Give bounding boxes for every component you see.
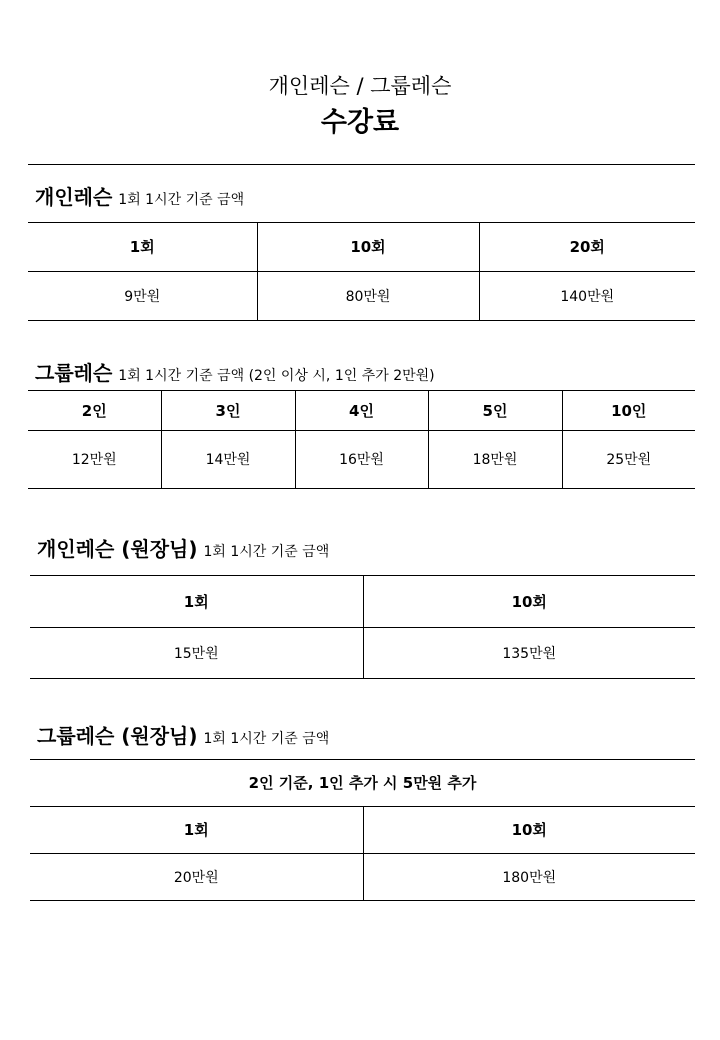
section-heading: 개인레슨 [35, 185, 113, 209]
column-header: 10인 [562, 391, 695, 430]
section-title-private-director [37, 533, 329, 562]
page-title: 수강료 [320, 107, 400, 138]
column-header: 4인 [295, 391, 428, 430]
price-cell: 15만원 [30, 627, 363, 678]
condition-row [30, 760, 695, 806]
price-cell: 135만원 [363, 627, 695, 678]
section-heading: 그룹레슨 [35, 361, 113, 385]
table-header-row [30, 806, 695, 853]
table-row [30, 853, 695, 900]
column-header: 1회 [30, 806, 363, 853]
table-header-row [28, 223, 695, 271]
section-heading: 그룹레슨 (원장님) [37, 724, 198, 748]
condition-cell: 2인 기준, 1인 추가 시 5만원 추가 [30, 760, 695, 806]
price-table-private [28, 223, 695, 321]
section-note: 1회 1시간 기준 금액 (2인 이상 시, 1인 추가 2만원) [118, 368, 435, 384]
column-header: 10회 [363, 806, 695, 853]
price-cell: 18만원 [428, 430, 562, 488]
section-divider [28, 164, 695, 165]
price-cell: 12만원 [28, 430, 161, 488]
table-row [28, 271, 695, 320]
section-title-group [35, 357, 435, 386]
page-subtitle: 개인레슨 / 그룹레슨 [268, 74, 452, 98]
column-header: 3인 [161, 391, 295, 430]
column-header: 1회 [30, 576, 363, 627]
section-note: 1회 1시간 기준 금액 [203, 731, 330, 747]
table-header-row [30, 576, 695, 627]
section-note: 1회 1시간 기준 금액 [203, 544, 330, 560]
price-cell: 25만원 [562, 430, 695, 488]
price-table-group [28, 391, 695, 489]
price-cell: 20만원 [30, 853, 363, 900]
column-header: 10회 [363, 576, 695, 627]
column-header: 5인 [428, 391, 562, 430]
column-header: 2인 [28, 391, 161, 430]
section-heading: 개인레슨 (원장님) [37, 537, 198, 561]
column-header: 1회 [28, 223, 257, 271]
section-note: 1회 1시간 기준 금액 [118, 192, 245, 208]
table-row [28, 430, 695, 488]
price-cell: 16만원 [295, 430, 428, 488]
price-table-group-director [30, 760, 695, 901]
table-header-row [28, 391, 695, 430]
price-cell: 9만원 [28, 271, 257, 320]
price-cell: 140만원 [479, 271, 695, 320]
price-cell: 180만원 [363, 853, 695, 900]
section-title-group-director [37, 720, 329, 749]
price-cell: 80만원 [257, 271, 479, 320]
section-title-private [35, 181, 244, 210]
price-cell: 14만원 [161, 430, 295, 488]
column-header: 20회 [479, 223, 695, 271]
price-table-private-director [30, 576, 695, 679]
table-row [30, 627, 695, 678]
column-header: 10회 [257, 223, 479, 271]
